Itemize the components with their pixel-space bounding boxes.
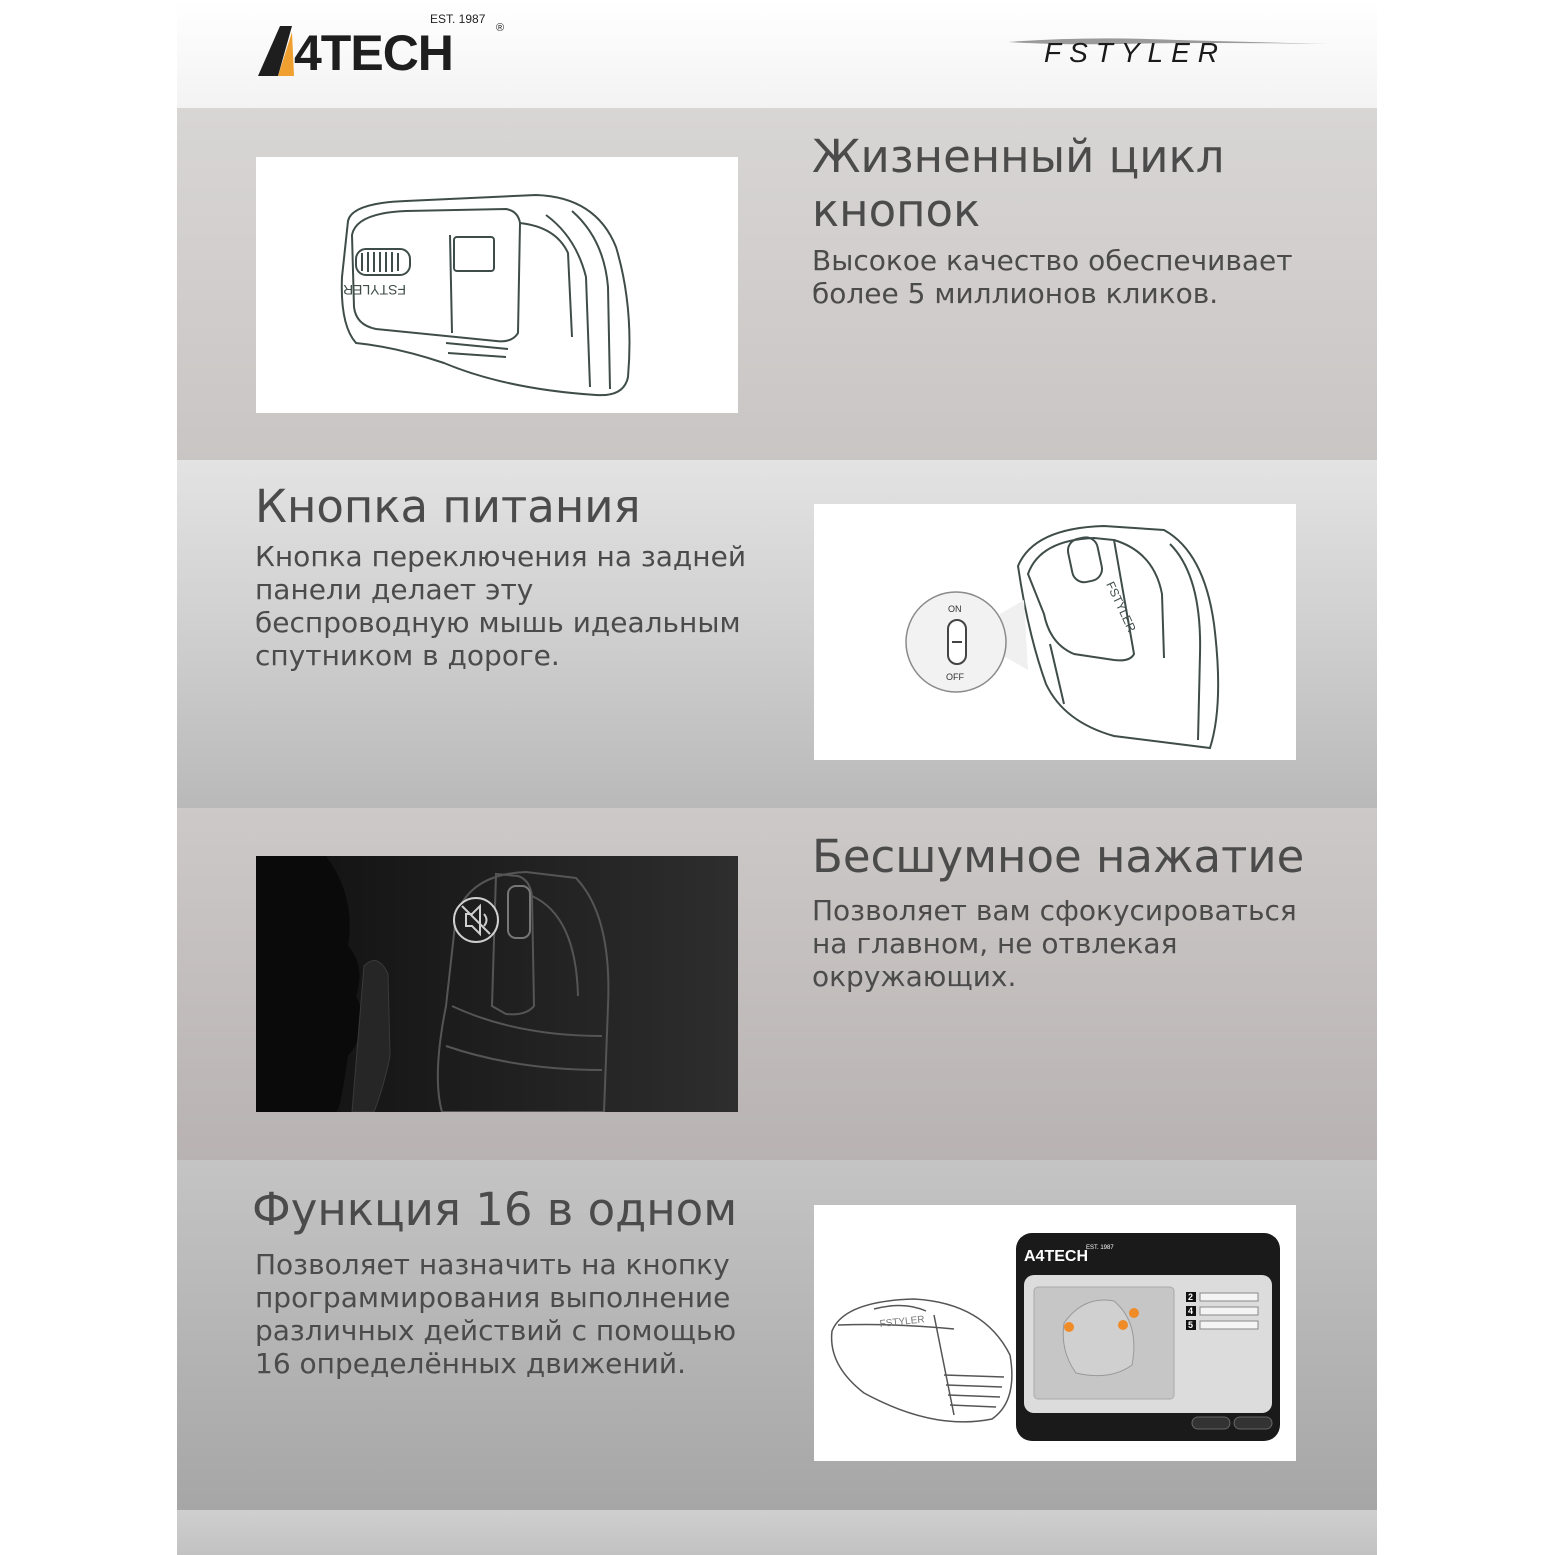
- feature-title-16in1: Функция 16 в одном: [252, 1183, 738, 1236]
- footer-strip: [177, 1510, 1377, 1555]
- feature-desc-power: Кнопка переключения на задней панели делает эту беспроводную мышь идеальным спутником в дороге.: [255, 540, 747, 672]
- silent-click-image: [256, 856, 738, 1112]
- fstyler-logo: [1008, 28, 1328, 68]
- button-slot-2-label: 2: [1188, 1292, 1194, 1302]
- software-brand-label: A4TECH: [1024, 1248, 1089, 1265]
- mouse-brand-print-3: FSTYLER: [879, 1314, 926, 1330]
- feature-desc-16in1: Позволяет назначить на кнопку программирования выполнение различных действий с помощью 16 определённых движений.: [255, 1248, 737, 1380]
- switch-on-label: ON: [948, 604, 962, 614]
- mouse-brand-print-2: FSTYLER: [1103, 579, 1139, 635]
- feature-title-line-2: кнопок: [812, 184, 981, 237]
- mouse-lifecycle-image: [256, 157, 738, 413]
- fstyler-wordmark: FSTYLER: [1044, 37, 1227, 68]
- button-marker-5: [1129, 1308, 1139, 1318]
- feature-title-silent: Бесшумное нажатие: [812, 830, 1305, 883]
- feature-title-lifecycle: [812, 130, 1225, 238]
- feature-desc-lifecycle: Высокое качество обеспечивает более 5 миллионов кликов.: [812, 244, 1293, 310]
- mouse-sketch-icon: [256, 157, 738, 413]
- feature-title-power: Кнопка питания: [255, 480, 641, 533]
- mouse-power-sketch-icon: [814, 504, 1296, 760]
- silent-click-photo-icon: [256, 856, 738, 1112]
- software-image: [814, 1205, 1296, 1461]
- logo-est-text: EST. 1987: [430, 12, 486, 26]
- button-marker-4: [1118, 1320, 1128, 1330]
- switch-off-label: OFF: [946, 672, 964, 682]
- logo-registered-mark: ®: [496, 22, 505, 34]
- logo-a-mark-icon: [258, 26, 298, 76]
- feature-desc-silent: Позволяет вам сфокусироваться на главном, не отвлекая окружающих.: [812, 894, 1297, 993]
- button-marker-2: [1064, 1322, 1074, 1332]
- power-switch-image: [814, 504, 1296, 760]
- software-sketch-icon: [814, 1205, 1296, 1461]
- button-slot-4-label: 4: [1188, 1306, 1194, 1316]
- logo-wordmark: 4TECH: [294, 25, 453, 81]
- mouse-brand-print: FSTYLER: [342, 282, 406, 298]
- button-slot-5-label: 5: [1188, 1320, 1194, 1330]
- feature-title-line-1: Жизненный цикл: [812, 130, 1225, 183]
- software-est-label: EST. 1987: [1086, 1245, 1114, 1251]
- a4tech-logo: [258, 12, 508, 81]
